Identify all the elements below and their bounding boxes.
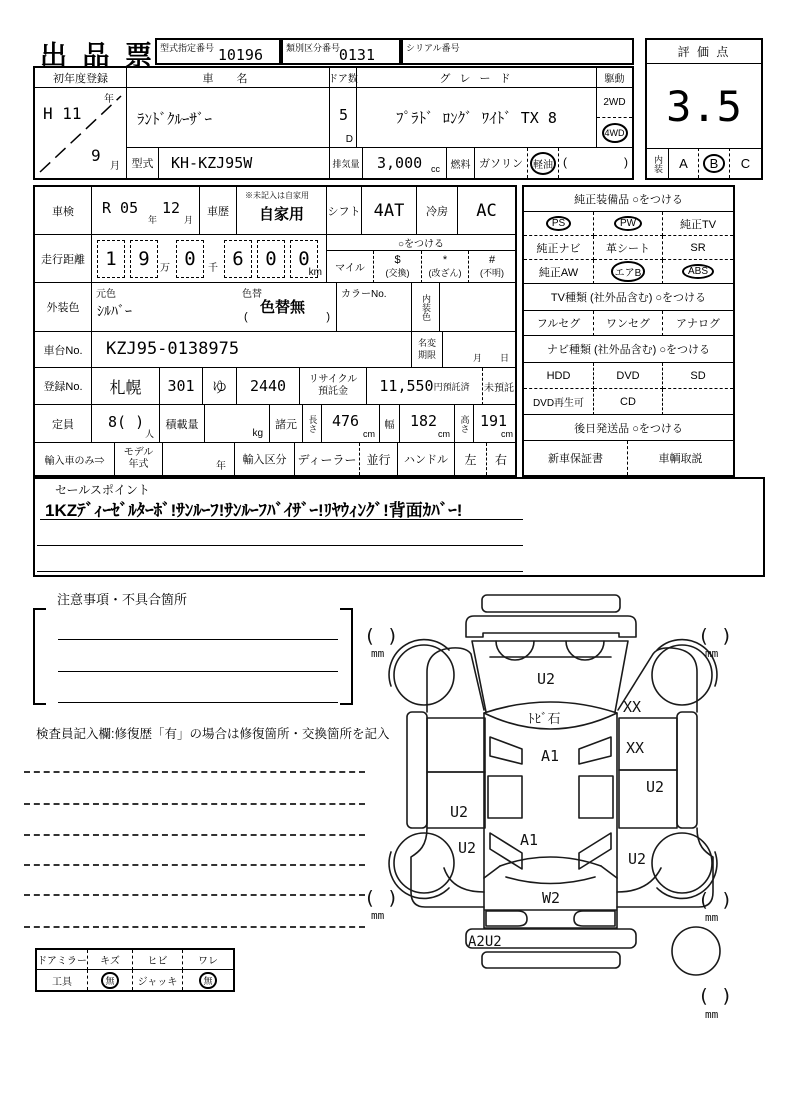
sales-line1-rule [40, 519, 523, 520]
class-number-box [281, 38, 401, 65]
tv-oneseg: ワンセグ [594, 311, 663, 336]
inspector-rule-4 [24, 864, 365, 866]
sales-line2-rule [37, 545, 523, 546]
sales-line3-rule [37, 571, 523, 572]
orig-color-value: ｼﾙﾊﾞｰ [97, 303, 132, 319]
sales-point-line1: 1KZﾃﾞｨｰｾﾞﾙﾀｰﾎﾞ!ｻﾝﾙｰﾌ!ｻﾝﾙｰﾌﾊﾞｲｻﾞｰ!ﾘﾔｳｨﾝｸﾞ!背面ｶﾊﾞｰ! [45, 501, 463, 520]
front-plate [482, 595, 620, 612]
mileage-digit-2: 9 [130, 240, 158, 278]
caution-rule-2 [58, 671, 338, 672]
caution-rule-1 [58, 639, 338, 640]
mileage-opt-tampered [422, 251, 469, 283]
drive-2wd: 2WD [597, 88, 632, 118]
equip-ps-selected [524, 212, 594, 236]
recycle-label [300, 368, 367, 405]
interior-grade-b-selected [698, 148, 730, 178]
reg-kana: ゆ [203, 368, 237, 405]
mileage-opt-unknown [469, 251, 515, 283]
color-paren-open: ( [244, 311, 248, 323]
orig-color-label: 元色 [96, 289, 116, 300]
load-value [205, 405, 270, 443]
first-reg-cell [35, 88, 127, 178]
mm-bottom-right: mm [705, 911, 719, 924]
mileage-opt2-note: (改ざん) [428, 268, 462, 278]
inspector-note: 検査員記入欄:修復歴「有」の場合は修復箇所・交換箇所を記入 [36, 727, 390, 741]
interior-grade-a: A [669, 148, 698, 178]
inspector-rule-2 [24, 803, 365, 805]
tv-type-title: TV種類 (社外品含む) ○をつける [524, 284, 733, 311]
shift-label: シフト [327, 187, 362, 235]
grade-value: ﾌﾟﾗﾄﾞ ﾛﾝｸﾞ ﾜｲﾄﾞ TX 8 [357, 88, 597, 148]
displacement-unit: cc [431, 164, 440, 174]
int-color-value [440, 283, 515, 332]
color-change-value: 色替無 [260, 299, 306, 316]
model-code-text: KH-KZJ95W [171, 154, 253, 172]
spare-tire [672, 927, 720, 975]
front-bumper [466, 616, 636, 637]
mileage-digit-3: 0 [176, 240, 204, 278]
class-number-label: 類別区分番号 [286, 43, 341, 53]
ac-value: AC [458, 187, 515, 235]
chassis-text: KZJ95-0138975 [106, 339, 240, 359]
grade-header: グ レ ー ド [357, 68, 597, 88]
shift-value: 4AT [362, 187, 417, 235]
doors-cell [330, 88, 357, 148]
ac-label: 冷房 [417, 187, 458, 235]
handle-right: 右 [494, 452, 507, 467]
left-taillight [486, 911, 527, 926]
mm-top-left: mm [371, 647, 385, 660]
history-note: ※未記入は自家用 [245, 191, 309, 200]
shaken-year-suffix: 年 [148, 215, 158, 225]
navi-dvd: DVD [594, 363, 663, 389]
left-door-frame [488, 776, 522, 818]
recycle-label-1: リサイクル [308, 373, 358, 385]
mileage-digit-6: 0 [290, 240, 318, 278]
equip-ps: PS [546, 216, 571, 231]
equip-pw-selected [594, 212, 663, 236]
doors-header: ドア数 [330, 68, 357, 88]
reg-number: 2440 [237, 368, 300, 405]
left-b-pillar [490, 737, 522, 764]
inspector-rule-3 [24, 834, 365, 836]
length-unit: cm [363, 429, 375, 439]
not-deposited: 未預託 [483, 368, 515, 405]
mileage-mile: マイル [327, 251, 374, 283]
shaken-era: R 05 [102, 199, 139, 217]
class-number-value: 0131 [338, 46, 375, 64]
equip-leather: 革シート [594, 236, 663, 260]
mileage-circle-note: ○をつける [327, 235, 515, 251]
inspector-rule-6 [24, 926, 365, 928]
navi-dvd-play: DVD再生可 [524, 389, 594, 415]
history-text: 自家用 [259, 206, 305, 223]
length-value [322, 405, 380, 443]
inspector-rule-5 [24, 894, 365, 896]
model-year-value [163, 443, 235, 475]
model-designation-value: 10196 [217, 46, 263, 64]
sales-point-label: セールスポイント [55, 483, 150, 497]
length-label: 長さ [303, 405, 322, 443]
navi-sd: SD [663, 363, 733, 389]
history-value [237, 187, 327, 235]
mileage-opt-exchange [374, 251, 422, 283]
load-unit: kg [252, 428, 263, 439]
damage-right-rear-door: U2 [646, 778, 665, 796]
handle-label: ハンドル [398, 443, 455, 475]
right-b-pillar [579, 737, 611, 764]
serial-number-label: シリアル番号 [406, 43, 460, 53]
rename-day-suffix: 日 [499, 353, 509, 363]
navi-type-title: ナビ種類 (社外品含む) ○をつける [524, 336, 733, 363]
equip-sr: SR [663, 236, 733, 260]
scratch-label: キズ [88, 950, 133, 970]
color-change-label: 色替 [242, 289, 262, 300]
ship-warranty: 新車保証書 [524, 441, 628, 475]
ship-manual: 車輌取説 [658, 453, 703, 465]
equip-tv: 純正TV [663, 212, 733, 236]
page-title: 出 品 票 [40, 41, 157, 71]
drive-4wd-circle: 4WD [602, 123, 628, 143]
rear-window-arcs [500, 857, 601, 884]
caution-rule-3 [58, 702, 338, 703]
right-door-frame [579, 776, 613, 818]
car-name-text: ﾗﾝﾄﾞｸﾙｰｻﾞｰ [137, 110, 213, 128]
rename-label-2: 期限 [417, 349, 436, 360]
handle-left: 左 [455, 443, 487, 475]
break-label: ワレ [183, 950, 233, 970]
rename-deadline-value [443, 332, 515, 368]
right-taillight [574, 911, 615, 926]
fuel-diesel-selected [528, 148, 559, 178]
damage-windshield: ﾄﾋﾞ石 [528, 712, 561, 727]
mm-top-right: mm [705, 647, 719, 660]
chassis-label: 車台No. [35, 332, 92, 368]
width-unit: cm [438, 429, 450, 439]
damage-left-quarter: U2 [458, 839, 477, 857]
equip-airbag-selected [594, 260, 663, 284]
chassis-value [92, 332, 412, 368]
mileage-digit-5: 0 [257, 240, 285, 278]
width-value [400, 405, 455, 443]
mileage-opt3-note: (不明) [480, 268, 504, 278]
damage-right-fender: XX [623, 698, 642, 716]
left-front-door-panel [427, 718, 485, 772]
first-reg-header: 初年度登録 [35, 68, 127, 88]
ext-color-label: 外装色 [35, 283, 92, 332]
history-label: 車歴 [200, 187, 237, 235]
bracket-top-left: ( ) [364, 625, 399, 647]
interior-grade-label: 内装 [647, 148, 669, 178]
mileage-opt3-symbol: # [488, 254, 496, 266]
left-front-wheel [394, 645, 454, 705]
deposit-suffix: 円預託済 [433, 381, 470, 392]
reg-label: 登録No. [35, 368, 92, 405]
bracket-bottom-left: ( ) [364, 887, 399, 909]
mileage-unit: km [308, 267, 322, 278]
damage-right-quarter: U2 [628, 850, 647, 868]
first-reg-month-suffix: 月 [110, 161, 120, 172]
width-text: 182 [410, 412, 438, 430]
recycle-deposit [367, 368, 483, 405]
jack-none-selected [183, 970, 233, 990]
tools-label: 工具 [37, 970, 88, 990]
height-unit: cm [501, 429, 513, 439]
car-name-header: 車 名 [127, 68, 330, 88]
model-code-value [159, 148, 330, 178]
bracket-bottom-right: ( ) [698, 889, 733, 911]
import-type-label: 輸入区分 [235, 443, 295, 475]
model-designation-label: 型式指定番号 [160, 43, 215, 53]
doors-suffix: D [345, 134, 353, 145]
capacity-unit: 人 [144, 429, 154, 439]
rename-month-suffix: 月 [473, 353, 483, 363]
tools-none: 無 [101, 972, 118, 989]
caution-bracket-right [340, 608, 353, 705]
crack-label: ヒビ [133, 950, 183, 970]
color-no-label: カラーNo. [341, 289, 387, 300]
mileage-digits [92, 235, 327, 283]
dims-label: 諸元 [270, 405, 303, 443]
fuel-gasoline: ガソリン [475, 148, 528, 178]
car-name-value [127, 88, 330, 148]
import-parallel: 並行 [360, 443, 398, 475]
length-text: 476 [332, 412, 360, 430]
import-dealer: ディーラー [295, 443, 360, 475]
reg-class-no: 301 [160, 368, 203, 405]
fuel-other-paren [559, 148, 632, 178]
left-sill [407, 712, 427, 828]
shaken-label: 車検 [35, 187, 92, 235]
damage-rear-gate: W2 [542, 889, 561, 907]
mileage-digit-1: 1 [97, 240, 125, 278]
caution-bracket-left [33, 608, 46, 705]
damage-right-front-door: XX [626, 739, 645, 757]
import-only-label: 輸入車のみ⇒ [35, 443, 115, 475]
ext-color-cell [92, 283, 337, 332]
cabin-sides [484, 713, 617, 878]
model-year-label-1: モデル [123, 446, 154, 458]
int-color-label: 内装色 [412, 283, 440, 332]
right-rear-wheel [652, 833, 712, 893]
equipment-title: 純正装備品 ○をつける [524, 187, 733, 212]
deposit-amount: 11,550 [379, 377, 434, 395]
right-front-wheel [652, 645, 712, 705]
mm-spare: mm [705, 1008, 719, 1021]
height-label: 高さ [455, 405, 474, 443]
equip-abs: ABS [682, 264, 714, 279]
equip-navi: 純正ナビ [524, 236, 594, 260]
drive-header: 駆動 [597, 68, 632, 88]
color-no-cell [337, 283, 412, 332]
drive-4wd-selected [597, 118, 632, 148]
serial-number-box [401, 38, 634, 65]
door-mirror-label: ドアミラー [37, 950, 88, 970]
equip-aw: 純正AW [524, 260, 594, 284]
first-reg-year-suffix: 年 [104, 94, 114, 105]
mileage-opt2-symbol: * [442, 254, 448, 266]
interior-grade-b-circle: B [703, 154, 726, 173]
shaken-month: 12 [162, 199, 181, 217]
mileage-man: 万 [160, 263, 170, 274]
navi-cd: CD [594, 389, 663, 415]
fuel-paren-close: ) [624, 155, 628, 169]
jack-label: ジャッキ [133, 970, 183, 990]
right-sill [677, 712, 697, 828]
damage-hood: U2 [537, 670, 556, 688]
ship-later-title: 後日発送品 ○をつける [524, 415, 733, 441]
mileage-opt1-symbol: $ [394, 254, 401, 266]
bracket-spare: ( ) [698, 985, 733, 1007]
damage-rear-bumper: A2U2 [468, 934, 502, 950]
car-damage-diagram [360, 585, 780, 1025]
shaken-month-suffix: 月 [183, 215, 193, 225]
displacement-label: 排気量 [330, 148, 363, 178]
equip-airbag: エアB [611, 261, 646, 282]
interior-grade-c: C [730, 148, 761, 178]
fuel-diesel-circle: 軽油 [530, 152, 556, 175]
doors-value: 5 [339, 106, 349, 124]
load-label: 積載量 [160, 405, 205, 443]
rear-plate [482, 952, 620, 968]
damage-rear-roof: A1 [520, 831, 539, 849]
fuel-paren-open: ( [563, 155, 567, 169]
navi-empty [663, 389, 733, 415]
score-title: 評 価 点 [647, 40, 761, 64]
tools-none-selected [88, 970, 133, 990]
model-designation-box [155, 38, 281, 65]
width-label: 幅 [380, 405, 400, 443]
mileage-sen: 千 [208, 263, 218, 274]
height-value [474, 405, 515, 443]
fuel-label: 燃料 [447, 148, 475, 178]
model-year-label [115, 443, 163, 475]
model-year-label-2: 年式 [128, 459, 149, 470]
recycle-label-2: 預託金 [317, 386, 348, 397]
rear-shoulders [484, 866, 617, 878]
first-reg-month: 9 [91, 146, 101, 165]
color-paren-close: ) [326, 311, 330, 323]
navi-hdd: HDD [524, 363, 594, 389]
rename-deadline-label [412, 332, 443, 368]
capacity-value [92, 405, 160, 443]
damage-roof: A1 [541, 747, 560, 765]
height-text: 191 [480, 412, 508, 430]
first-reg-era: H 11 [43, 104, 82, 123]
caution-title: 注意事項・不具合箇所 [57, 592, 188, 607]
equip-pw: PW [614, 216, 642, 231]
inspector-rule-1 [24, 771, 365, 773]
score-value: 3.5 [666, 81, 742, 131]
displacement-cell [363, 148, 447, 178]
capacity-text: 8( ) [108, 413, 145, 431]
mileage-opt1-note: (交換) [385, 268, 410, 278]
tv-analog: アナログ [663, 311, 733, 336]
tv-fullseg: フルセグ [524, 311, 594, 336]
damage-left-rear-door: U2 [450, 803, 469, 821]
mm-bottom-left: mm [371, 909, 385, 922]
bracket-top-right: ( ) [698, 625, 733, 647]
model-code-label: 型式 [127, 148, 159, 178]
displacement-value: 3,000 [377, 154, 423, 172]
jack-none: 無 [199, 972, 216, 989]
shaken-value [92, 187, 200, 235]
mileage-label: 走行距離 [35, 235, 92, 283]
equip-abs-selected [663, 260, 733, 284]
reg-area: 札幌 [92, 368, 160, 405]
model-year-suffix: 年 [216, 461, 226, 472]
capacity-label: 定員 [35, 405, 92, 443]
rename-label-1: 名変 [417, 337, 436, 348]
mileage-digit-4: 6 [224, 240, 252, 278]
